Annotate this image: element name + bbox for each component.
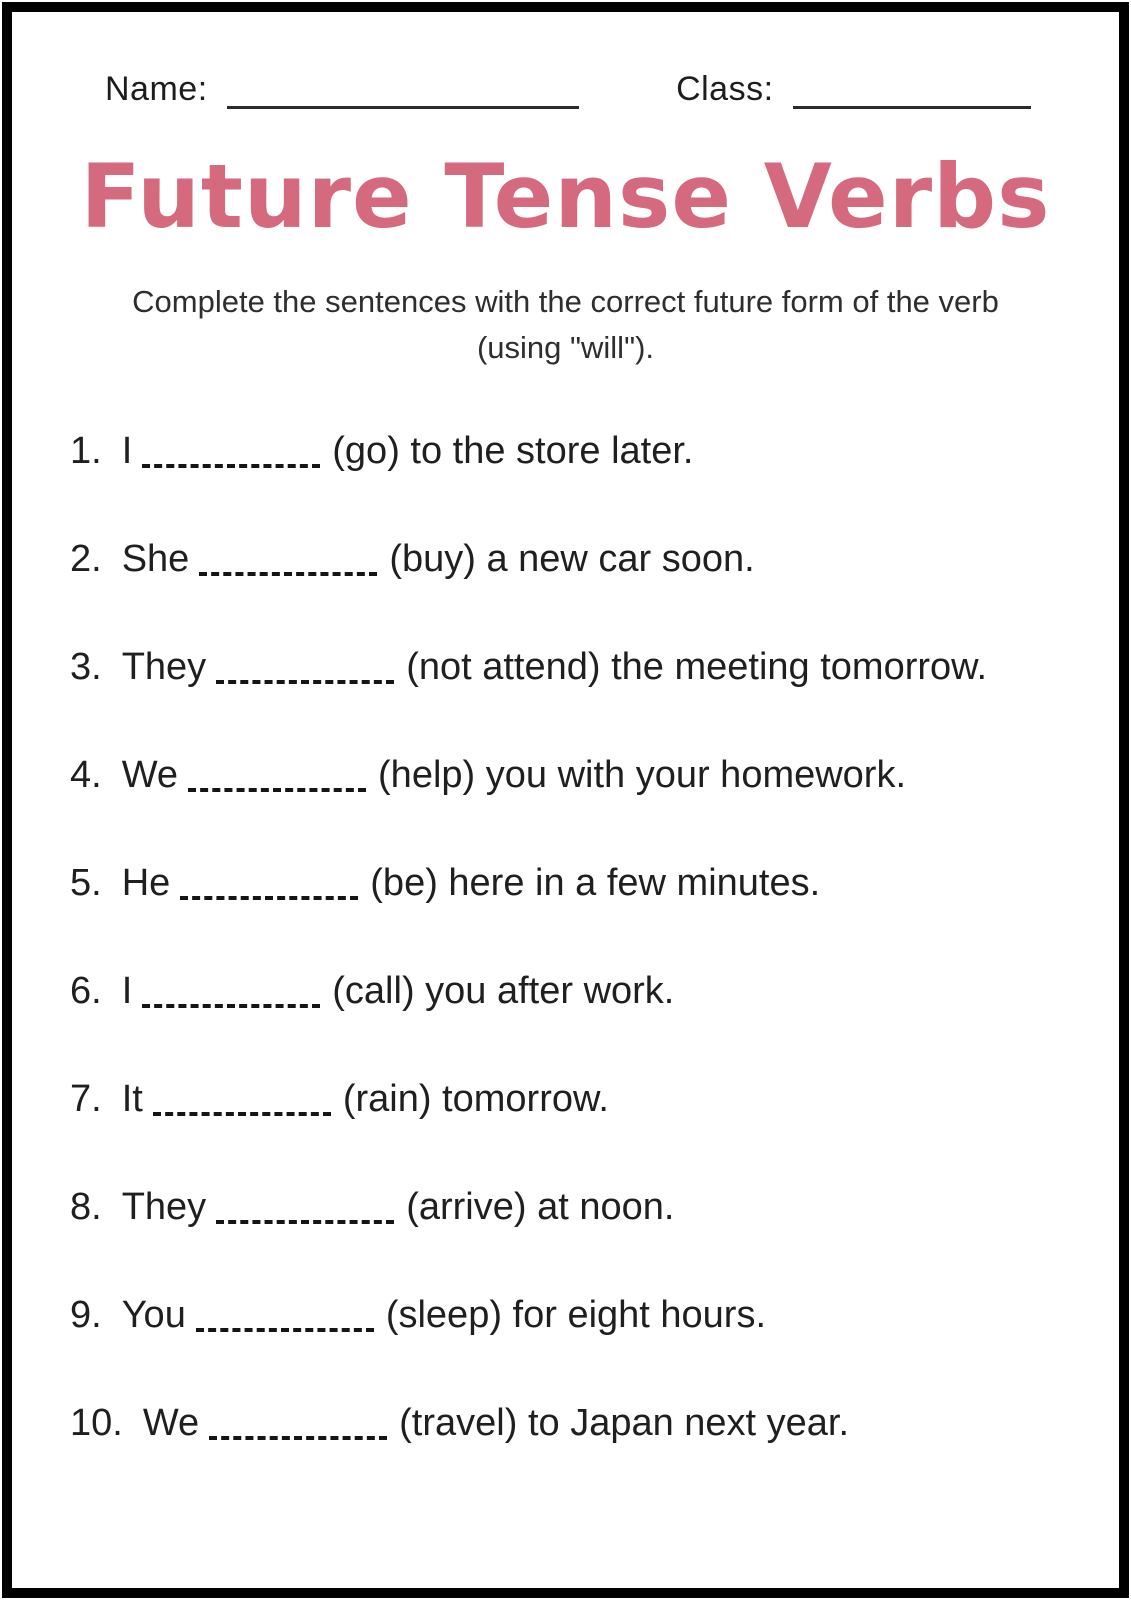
answer-blank-line	[196, 1328, 374, 1332]
question-number: 2.	[70, 537, 102, 580]
answer-blank-line	[209, 1436, 387, 1440]
answer-blank-line	[188, 788, 366, 792]
question-row-5	[70, 859, 1089, 907]
question-number: 8.	[70, 1185, 102, 1228]
question-subject: We	[121, 753, 179, 796]
class-label: Class:	[676, 70, 774, 108]
answer-blank-line	[142, 464, 320, 468]
question-row-6	[70, 967, 1089, 1015]
instructions-line-2: (using "will").	[476, 329, 655, 365]
answer-blank-line	[199, 572, 377, 576]
question-text: (travel) to Japan next year.	[399, 1401, 850, 1444]
question-number: 10.	[70, 1401, 123, 1444]
question-subject: They	[121, 1185, 207, 1228]
page-title: Future Tense Verbs	[80, 145, 1051, 248]
question-subject: They	[121, 645, 207, 688]
question-subject: It	[121, 1077, 143, 1120]
question-text: (sleep) for eight hours.	[385, 1293, 767, 1336]
question-number: 1.	[70, 429, 102, 472]
question-text: (be) here in a few minutes.	[370, 861, 821, 904]
question-row-2	[70, 535, 1089, 583]
question-row-3	[70, 643, 1089, 691]
question-row-1	[70, 427, 1089, 475]
question-number: 3.	[70, 645, 102, 688]
question-subject: She	[121, 537, 190, 580]
question-number: 5.	[70, 861, 102, 904]
question-text: (go) to the store later.	[332, 429, 694, 472]
question-text: (not attend) the meeting tomorrow.	[406, 645, 988, 688]
class-write-line	[793, 106, 1031, 109]
answer-blank-line	[180, 896, 358, 900]
question-number: 7.	[70, 1077, 102, 1120]
question-text: (rain) tomorrow.	[342, 1077, 609, 1120]
question-row-8	[70, 1183, 1089, 1231]
name-label: Name:	[105, 70, 208, 108]
worksheet-border	[2, 2, 1129, 1598]
question-number: 4.	[70, 753, 102, 796]
question-subject: He	[121, 861, 171, 904]
name-field-group	[105, 70, 579, 109]
question-text: (help) you with your homework.	[378, 753, 907, 796]
instructions	[86, 279, 1046, 371]
question-subject: We	[142, 1401, 200, 1444]
class-field-group	[676, 70, 1031, 109]
question-text: (call) you after work.	[332, 969, 675, 1012]
answer-blank-line	[153, 1112, 331, 1116]
question-row-9	[70, 1291, 1089, 1339]
name-write-line	[227, 106, 579, 109]
answer-blank-line	[142, 1004, 320, 1008]
question-list	[12, 427, 1119, 1447]
question-number: 9.	[70, 1293, 102, 1336]
question-row-7	[70, 1075, 1089, 1123]
question-number: 6.	[70, 969, 102, 1012]
question-row-4	[70, 751, 1089, 799]
answer-blank-line	[216, 1220, 394, 1224]
question-subject: I	[121, 429, 133, 472]
question-text: (arrive) at noon.	[406, 1185, 675, 1228]
question-subject: You	[121, 1293, 186, 1336]
question-subject: I	[121, 969, 133, 1012]
header	[105, 70, 1031, 109]
question-text: (buy) a new car soon.	[389, 537, 755, 580]
answer-blank-line	[216, 680, 394, 684]
instructions-line-1: Complete the sentences with the correct future form of the verb	[132, 284, 999, 319]
question-row-10	[70, 1399, 1089, 1447]
